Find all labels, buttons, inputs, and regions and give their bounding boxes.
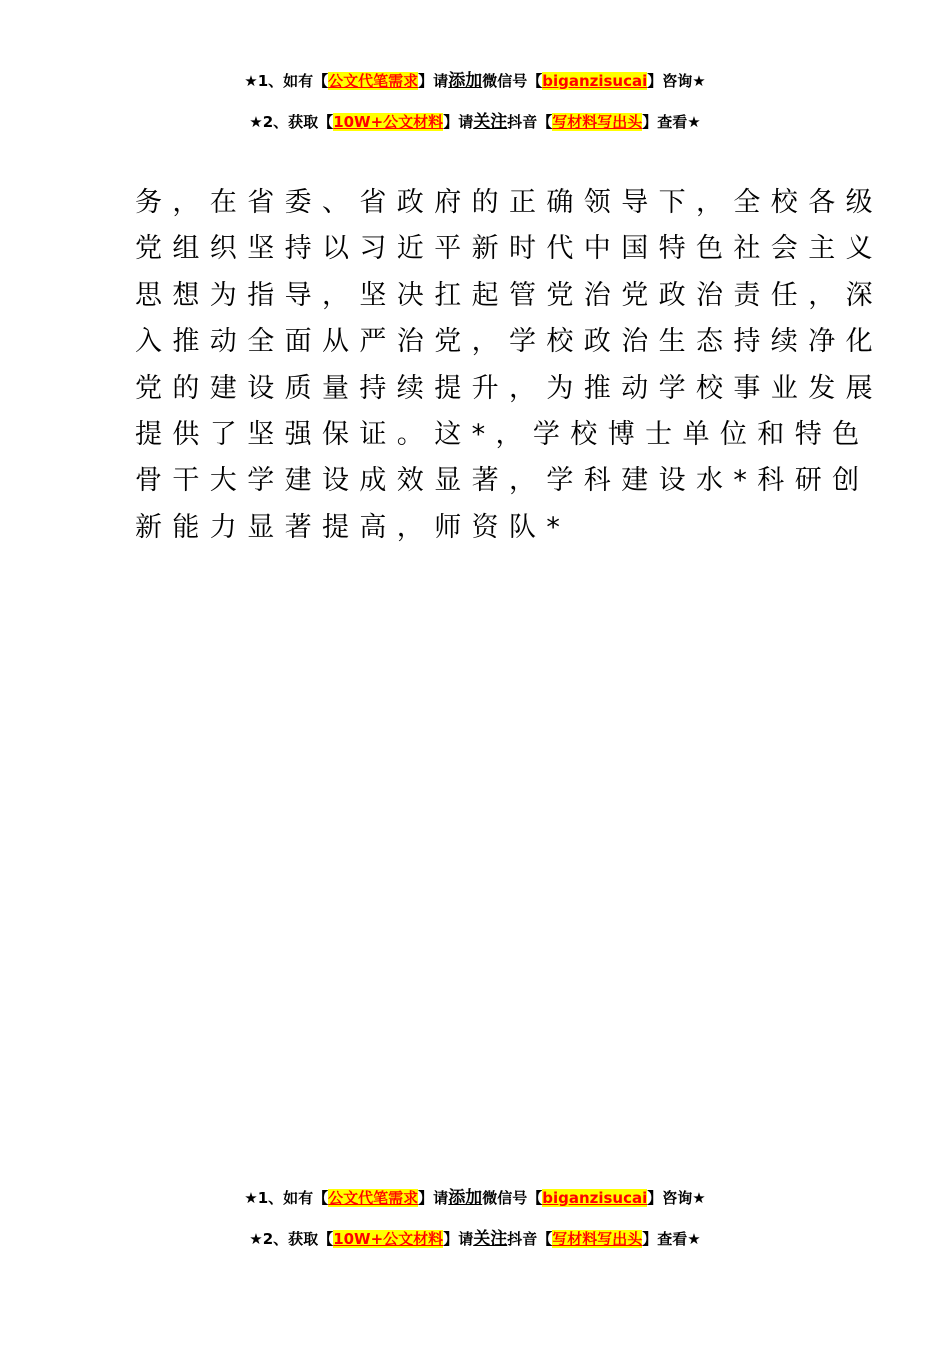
promo-text: 】请 [418, 1189, 449, 1207]
promo-text: 微信号【 [482, 1189, 543, 1207]
promo-wechat-id: biganzisucai [542, 1189, 648, 1207]
promo-text: 微信号【 [482, 72, 543, 90]
body-line: 入推动全面从严治党，学校政治生态持续净化 [135, 326, 883, 358]
promo-highlight: 10W+公文材料 [333, 113, 444, 131]
body-line: 思想为指导，坚决扛起管党治党政治责任，深 [135, 279, 883, 311]
promo-prefix: ★1、如有【 [244, 1189, 329, 1207]
promo-text: 】请 [443, 113, 474, 131]
promo-douyin-id: 写材料写出头 [552, 113, 643, 131]
header-promo-line-1 [0, 70, 950, 92]
footer-promo-line-2 [0, 1228, 950, 1250]
promo-prefix: ★1、如有【 [244, 72, 329, 90]
promo-suffix: 】查看★ [642, 1230, 701, 1248]
promo-text: 】请 [418, 72, 449, 90]
promo-emphasis: 添加 [448, 1188, 483, 1208]
body-line: 党的建设质量持续提升，为推动学校事业发展 [135, 372, 883, 404]
body-line: 骨干大学建设成效显著，学科建设水*科研创 [135, 465, 870, 497]
promo-suffix: 】咨询★ [647, 72, 706, 90]
promo-suffix: 】咨询★ [647, 1189, 706, 1207]
promo-highlight: 10W+公文材料 [333, 1230, 444, 1248]
body-line: 提供了坚强保证。这*，学校博士单位和特色 [135, 418, 870, 450]
body-line: 党组织坚持以习近平新时代中国特色社会主义 [135, 233, 883, 265]
promo-text: 抖音【 [507, 1230, 553, 1248]
promo-emphasis: 关注 [473, 1229, 508, 1249]
promo-emphasis: 关注 [473, 112, 508, 132]
promo-highlight: 公文代笔需求 [328, 72, 419, 90]
promo-douyin-id: 写材料写出头 [552, 1230, 643, 1248]
header-promo-line-2 [0, 111, 950, 133]
promo-wechat-id: biganzisucai [542, 72, 648, 90]
promo-text: 】请 [443, 1230, 474, 1248]
promo-prefix: ★2、获取【 [249, 1230, 334, 1248]
body-line: 新能力显著提高，师资队* [135, 511, 571, 543]
promo-prefix: ★2、获取【 [249, 113, 334, 131]
promo-text: 抖音【 [507, 113, 553, 131]
promo-suffix: 】查看★ [642, 113, 701, 131]
promo-highlight: 公文代笔需求 [328, 1189, 419, 1207]
body-line: 务，在省委、省政府的正确领导下，全校各级 [135, 187, 883, 218]
footer-promo-line-1 [0, 1187, 950, 1209]
promo-emphasis: 添加 [448, 71, 483, 91]
document-body-paragraph [135, 180, 883, 551]
